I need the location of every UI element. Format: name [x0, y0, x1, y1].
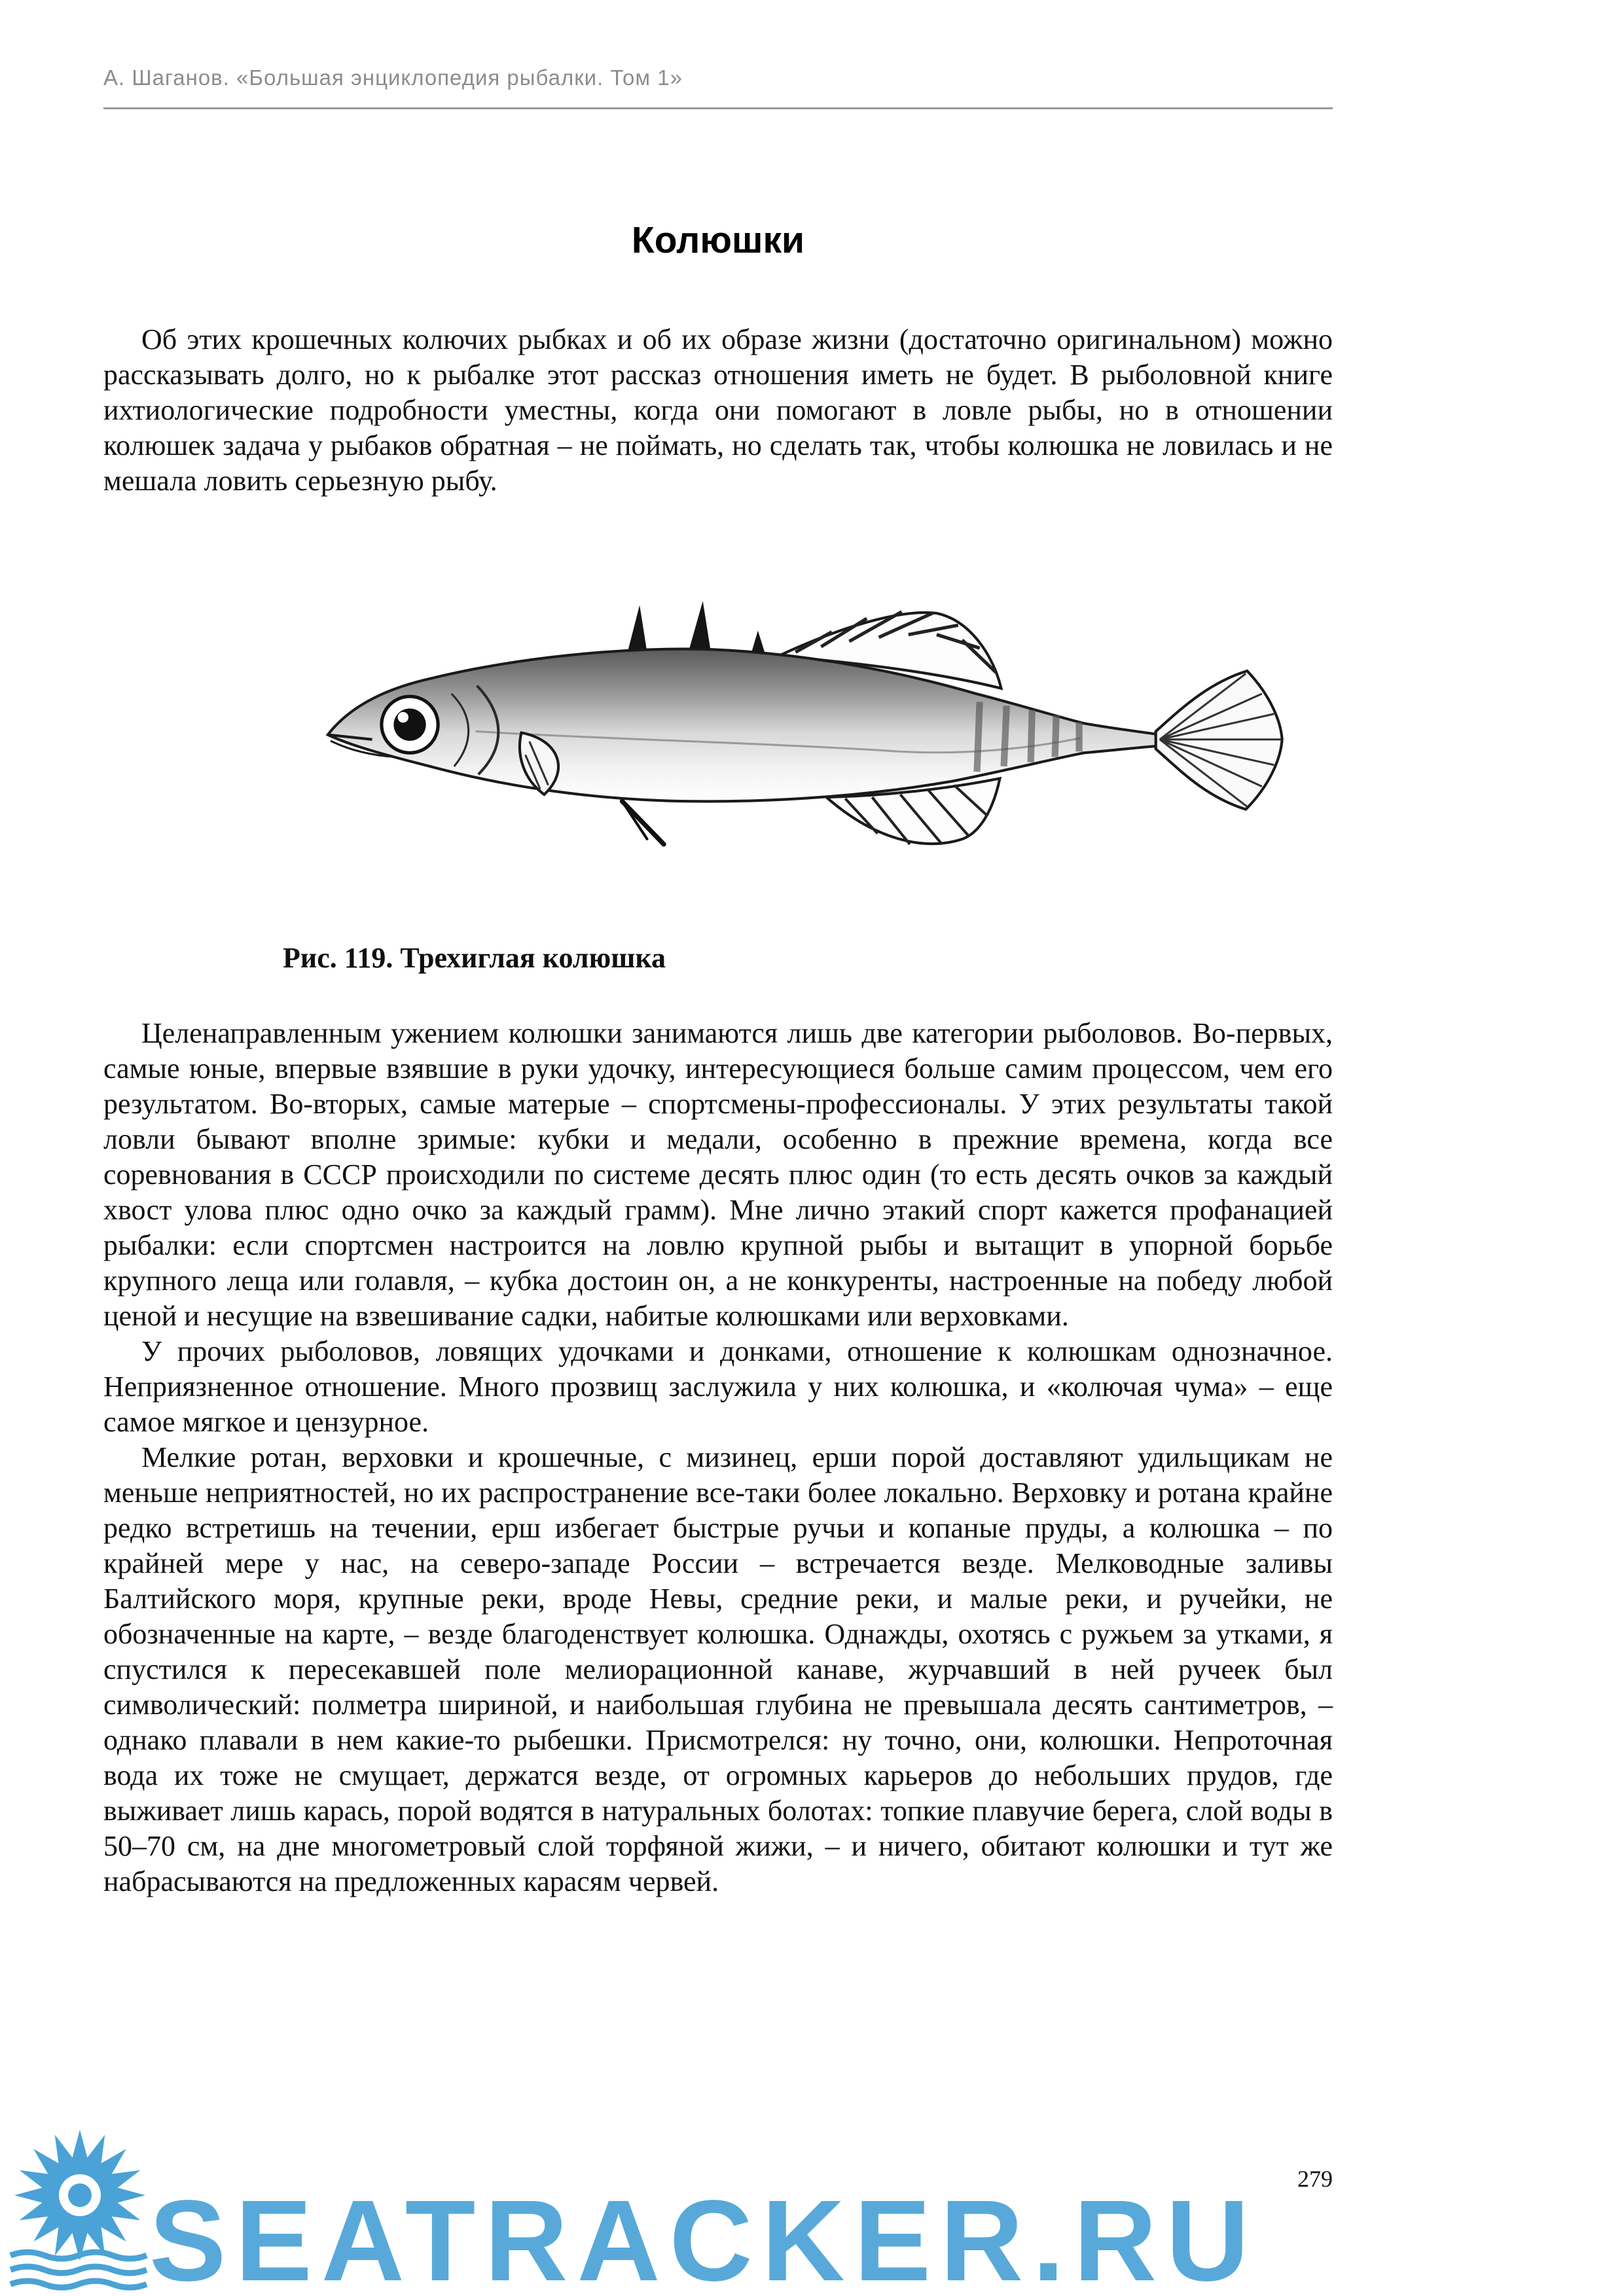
tail-fin — [1156, 671, 1282, 809]
page-number: 279 — [1297, 2166, 1333, 2192]
paragraph: У прочих рыболовов, ловящих удочками и донками, отношение к колюшкам однозначное. Неприязненное отношение. Много прозвищ заслужила у них колюшка, и «колючая чума» – еще самое мягкое и цензурное. — [103, 1335, 1333, 1438]
chapter-title: Колюшки — [631, 219, 805, 261]
fish-illustration — [308, 568, 1316, 922]
paragraph: Целенаправленным ужением колюшки занимаются лишь две категории рыболовов. Во-первых, самые юные, впервые взявшие в руки удочку, интересующиеся больше самим процессом, чем его результатом. Во-вторых, самые матерые – спортсмены-профессионалы. У этих результаты такой ловли бывают вполне зримые: кубки и медали, особенно в прежние времена, когда все соревнования в СССР происходили по системе десять плюс один (то есть десять очков за каждый хвост улова плюс одно очко за каждый грамм). Мне лично этакий спорт кажется профанацией рыбалки: если спортсмен настроится на ловлю крупной рыбы и вытащит в упорной борьбе крупного леща или голавля, – кубка достоин он, а не конкуренты, настроенные на победу любой ценой и несущие на взвешивание садки, набитые колюшками или верховками. — [103, 1017, 1333, 1332]
article-body — [103, 1016, 1333, 1899]
intro-paragraph: Об этих крошечных колючих рыбках и об их образе жизни (достаточно оригинальном) можно рассказывать долго, но к рыбалке этот рассказ отношения иметь не будет. В рыболовной книге ихтиологические подробности уместны, когда они помогают в ловле рыбы, но в отношении колюшек задача у рыбаков обратная – не поймать, но сделать так, чтобы колюшка не ловилась и не мешала ловить серьезную рыбу. — [103, 323, 1333, 497]
sun-logo-icon — [8, 2130, 153, 2291]
watermark — [0, 2126, 1624, 2296]
eye — [382, 696, 438, 753]
figure-caption: Рис. 119. Трехиглая колюшка — [283, 942, 666, 974]
running-header — [103, 65, 1333, 109]
running-header-text: А. Шаганов. «Большая энциклопедия рыбалки. Том 1» — [103, 65, 683, 90]
watermark-text: SEATRACKER.RU — [149, 2177, 1259, 2296]
stickleback-drawing-svg — [308, 568, 1316, 922]
paragraph: Мелкие ротан, верховки и крошечные, с мизинец, ерши порой доставляют удильщикам не меньше неприятностей, но их распространение все-таки более локально. Верховку и ротана крайне редко встретишь на течении, ерш избегает быстрые ручьи и копаные пруды, а колюшка – по крайней мере у нас, на северо-западе России – встречается везде. Мелководные заливы Балтийского моря, крупные реки, вроде Невы, средние реки, и малые реки, и ручейки, не обозначенные на карте, – везде благоденствует колюшка. Однажды, охотясь с ружьем за утками, я спустился к пересекавшей поле мелиорационной канаве, журчавший в ней ручеек был символический: полметра шириной, и наибольшая глубина не превышала десять сантиметров, – однако плавали в нем какие-то рыбешки. Присмотрелся: ну точно, они, колюшки. Непроточная вода их тоже не смущает, держатся везде, от огромных карьеров до небольших прудов, где выживает лишь карась, порой водятся в натуральных болотах: топкие плавучие берега, слой воды в 50–70 см, на дне многометровый слой торфяной жижи, – и ничего, обитают колюшки и тут же набрасываются на предложенных карасям червей. — [103, 1441, 1333, 1897]
pelvic-spine — [622, 801, 664, 844]
